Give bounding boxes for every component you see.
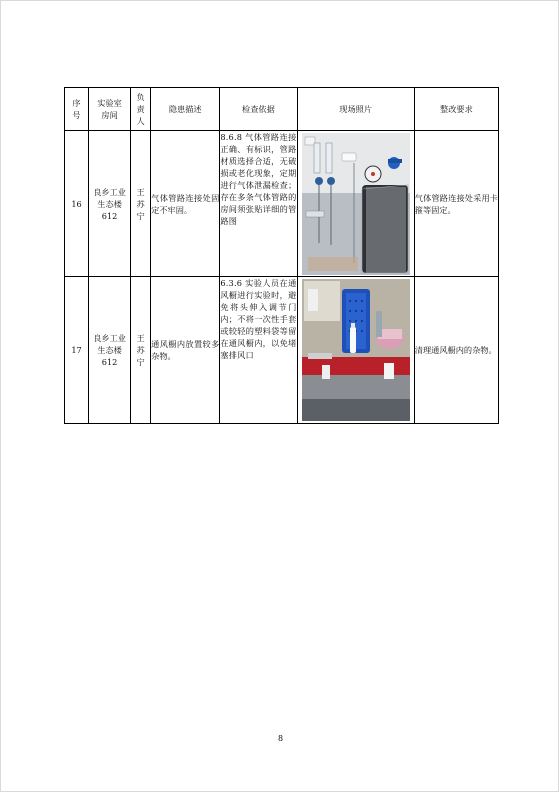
fume-hood-photo: [302, 279, 410, 421]
header-photo: 现场照片: [297, 88, 414, 131]
header-description: 隐患描述: [151, 88, 220, 131]
row-photo: [297, 131, 414, 277]
header-room: 实验室房间: [89, 88, 131, 131]
row-rectification: 清理通风橱内的杂物。: [414, 277, 498, 424]
row-basis: 6.3.6 实验人员在通风橱进行实验时，避免将头伸入调节门内；不将一次性手套或较轻的塑料袋等留在通风橱内，以免堵塞排风口: [220, 277, 297, 424]
header-rectification: 整改要求: [414, 88, 498, 131]
row-description: 气体管路连接处固定不牢固。: [151, 131, 220, 277]
row-room: 良乡工业生态楼 612: [89, 131, 131, 277]
row-description: 通风橱内放置较多杂物。: [151, 277, 220, 424]
gas-cylinder-photo: [302, 133, 410, 275]
row-basis: 8.6.8 气体管路连接正确、有标识，管路材质选择合适，无破损或老化现象，定期进行气体泄漏检查；存在多条气体管路的房间须张贴详细的管路图: [220, 131, 297, 277]
header-num: 序号: [65, 88, 89, 131]
page-number: 8: [277, 734, 284, 743]
table-row: [65, 277, 499, 424]
row-person: 王苏宁: [131, 277, 151, 424]
row-num: 17: [65, 277, 89, 424]
header-basis: 检查依据: [220, 88, 297, 131]
row-num: 16: [65, 131, 89, 277]
row-rectification: 气体管路连接处采用卡箍等固定。: [414, 131, 498, 277]
hazard-inspection-table: [64, 87, 499, 424]
table-row: [65, 131, 499, 277]
header-person: 负责人: [131, 88, 151, 131]
row-person: 王苏宁: [131, 131, 151, 277]
table-header-row: [65, 88, 499, 131]
row-room: 良乡工业生态楼 612: [89, 277, 131, 424]
row-photo: [297, 277, 414, 424]
